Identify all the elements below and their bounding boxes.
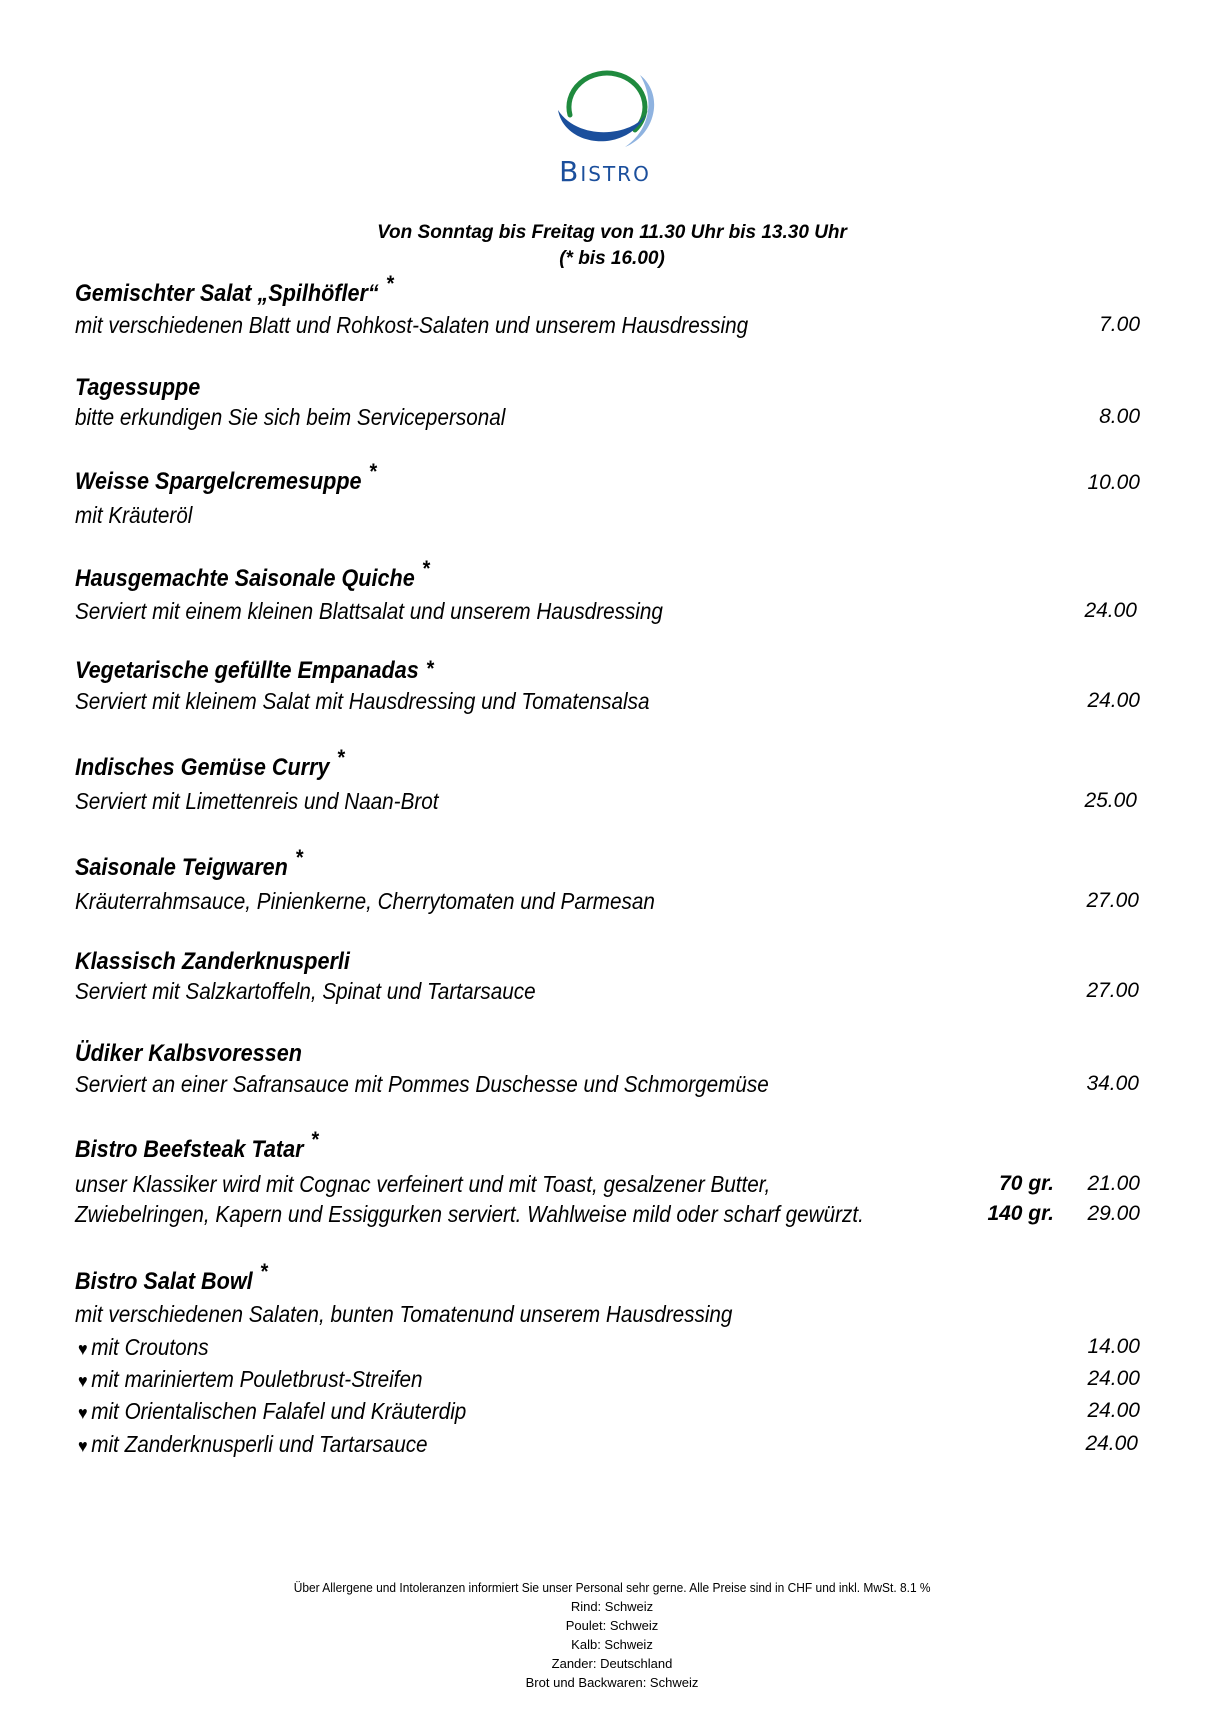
origin-line: Kalb: Schweiz xyxy=(571,1637,653,1652)
menu-option-price: 24.00 xyxy=(1087,1367,1140,1390)
origin-line: Poulet: Schweiz xyxy=(565,1618,659,1633)
menu-item-description: mit verschiedenen Blatt und Rohkost-Salaten und unserem Hausdressing xyxy=(75,312,749,338)
menu-item-title: Indisches Gemüse Curry * xyxy=(75,745,345,781)
menu-item-description: Serviert an einer Safransauce mit Pommes Duschesse und Schmorgemüse xyxy=(75,1071,769,1097)
menu-item-description: Serviert mit einem kleinen Blattsalat und unserem Hausdressing xyxy=(75,598,663,624)
menu-item-title: Saisonale Teigwaren * xyxy=(75,845,303,881)
menu-item-title: Bistro Beefsteak Tatar * xyxy=(75,1127,319,1163)
menu-item-price: 29.00 xyxy=(1087,1202,1140,1225)
origin-line: Rind: Schweiz xyxy=(570,1599,654,1614)
opening-hours: Von Sonntag bis Freitag von 11.30 Uhr bis 13.30 Uhr xyxy=(377,222,847,243)
menu-option: ♥ mit Orientalischen Falafel und Kräuterdip xyxy=(78,1398,467,1424)
opening-hours-note: (* bis 16.00) xyxy=(559,248,665,269)
star-marker: * xyxy=(368,459,377,484)
heart-bullet-icon: ♥ xyxy=(78,1436,88,1456)
star-marker: * xyxy=(259,1259,268,1284)
portion-weight: 140 gr. xyxy=(987,1202,1054,1225)
menu-item-price: 8.00 xyxy=(1099,405,1140,428)
star-marker: * xyxy=(310,1127,319,1152)
heart-bullet-icon: ♥ xyxy=(78,1403,88,1423)
star-marker: * xyxy=(336,745,345,770)
menu-item-title: Bistro Salat Bowl * xyxy=(75,1259,268,1295)
menu-option-price: 24.00 xyxy=(1085,1432,1138,1455)
menu-item-description: Zwiebelringen, Kapern und Essiggurken serviert. Wahlweise mild oder scharf gewürzt. xyxy=(75,1201,864,1227)
menu-item-price: 7.00 xyxy=(1099,313,1140,336)
origin-line: Brot und Backwaren: Schweiz xyxy=(525,1675,699,1690)
menu-item-title: Hausgemachte Saisonale Quiche * xyxy=(75,556,430,592)
heart-bullet-icon: ♥ xyxy=(78,1339,88,1359)
menu-option: ♥ mit Croutons xyxy=(78,1334,209,1360)
portion-weight: 70 gr. xyxy=(999,1172,1054,1195)
menu-item-price: 10.00 xyxy=(1087,471,1140,494)
menu-item-title: Üdiker Kalbsvoressen xyxy=(75,1040,302,1067)
menu-item-price: 27.00 xyxy=(1086,979,1139,1002)
menu-option: ♥ mit mariniertem Pouletbrust-Streifen xyxy=(78,1366,423,1392)
star-marker: * xyxy=(295,845,303,870)
menu-option-price: 24.00 xyxy=(1087,1399,1140,1422)
menu-item-price: 34.00 xyxy=(1086,1072,1139,1095)
bistro-logo xyxy=(540,55,670,190)
origin-line: Zander: Deutschland xyxy=(551,1656,673,1671)
menu-item-title: Klassisch Zanderknusperli xyxy=(75,948,350,975)
menu-option: ♥ mit Zanderknusperli und Tartarsauce xyxy=(78,1431,428,1457)
menu-item-description: Serviert mit Salzkartoffeln, Spinat und Tartarsauce xyxy=(75,978,536,1004)
menu-item-title: Weisse Spargelcremesuppe * xyxy=(75,459,377,495)
menu-item-description: Kräuterrahmsauce, Pinienkerne, Cherrytomaten und Parmesan xyxy=(75,888,655,914)
menu-item-price: 24.00 xyxy=(1084,599,1137,622)
star-marker: * xyxy=(425,656,434,681)
menu-option-price: 14.00 xyxy=(1087,1335,1140,1358)
menu-item-description: unser Klassiker wird mit Cognac verfeinert und mit Toast, gesalzener Butter, xyxy=(75,1171,771,1197)
heart-bullet-icon: ♥ xyxy=(78,1371,88,1391)
menu-item-title: Tagessuppe xyxy=(75,374,201,401)
menu-item-price: 27.00 xyxy=(1086,889,1139,912)
menu-item-description: bitte erkundigen Sie sich beim Servicepersonal xyxy=(75,404,506,430)
menu-item-description: Serviert mit Limettenreis und Naan-Brot xyxy=(75,788,439,814)
star-marker: * xyxy=(385,271,394,296)
menu-item-title: Gemischter Salat „Spilhöfler“ * xyxy=(75,271,394,307)
menu-item-description: Serviert mit kleinem Salat mit Hausdressing und Tomatensalsa xyxy=(75,688,650,714)
menu-item-description: mit Kräuteröl xyxy=(75,502,193,528)
menu-item-title: Vegetarische gefüllte Empanadas * xyxy=(75,656,434,684)
allergen-note: Über Allergene und Intoleranzen informiert Sie unser Personal sehr gerne. Alle Preise sind in CHF und inkl. MwSt. 8.1 % xyxy=(293,1580,931,1595)
footer xyxy=(0,1578,1224,1692)
logo-wordmark: Bistro xyxy=(559,155,651,188)
menu-item-description: mit verschiedenen Salaten, bunten Tomatenund unserem Hausdressing xyxy=(75,1301,733,1327)
menu-item-price: 24.00 xyxy=(1087,689,1140,712)
logo-swirl-icon xyxy=(540,55,670,155)
menu-item-price: 21.00 xyxy=(1087,1172,1140,1195)
menu-item-price: 25.00 xyxy=(1084,789,1137,812)
star-marker: * xyxy=(421,556,430,581)
